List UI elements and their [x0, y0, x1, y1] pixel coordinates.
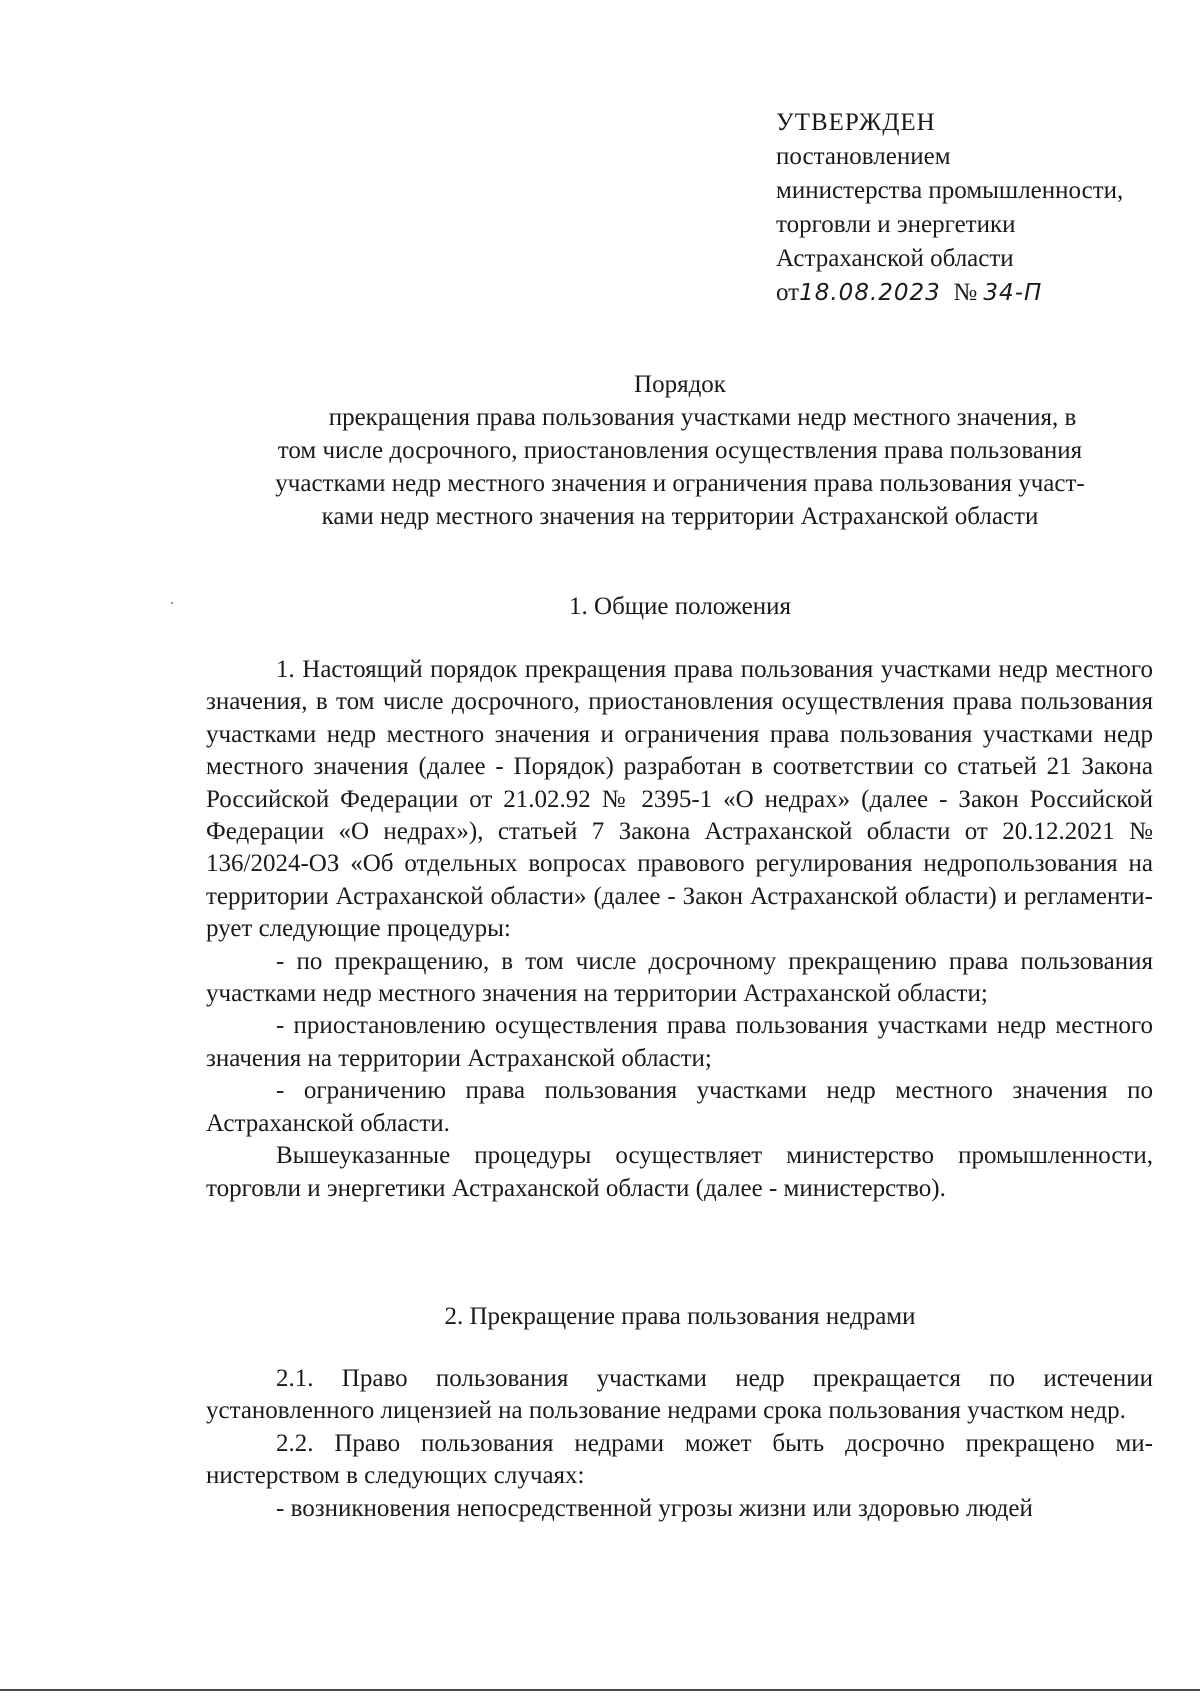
handwritten-date: 18.08.2023 [799, 280, 941, 306]
number-prefix: № [953, 279, 978, 306]
paragraph: - ограничению права пользования участками недр местного значения по Астраханской области. [206, 1077, 1153, 1137]
handwritten-number: 34-П [983, 280, 1043, 306]
scan-speck [171, 602, 173, 604]
paragraph: - по прекращению, в том числе досрочному прекращению права пользования участками недр местного значения на территории Астраханской области; [206, 947, 1153, 1008]
paragraph: - приостановлению осуществления права пользования участками недр местного значения на территории Астраханской области; [206, 1012, 1153, 1072]
approval-line-ministry: министерства промышленности, [776, 177, 1124, 204]
paragraph: 2.1. Право пользования участками недр прекращается по истечении установленного лицензией на пользование недрами срока пользования участком недр. [206, 1365, 1153, 1425]
approval-line-region: Астраханской области [776, 245, 1014, 272]
approval-line-resolution: постановлением [776, 143, 951, 170]
paragraph: 1. Настоящий порядок прекращения права пользования участками недр местного значения, в том числе досрочного, приостановления осуществления права пользования участками недр местного значения и ограничения права пользования участками недр местного значения (далее - Порядок) разработан в соответствии со статьей 21 Закона Российской Федерации от 21.02.92 № 2395-1 «О недрах» (далее - Закон Российской Федерации «О недрах»), статьей 7 Закона Астраханской области от 20.12.2021 № 136/2024-ОЗ «Об отдельных вопросах правового регулирования недропользования на территории Астраханской области» (далее - Закон Астраханской области) и регламентирует следующие процедуры: [206, 656, 1153, 943]
section-2-heading: 2. Прекращение права пользования недрами [444, 1303, 916, 1330]
document-title-line: участками недр местного значения и ограничения права пользования участ- [275, 470, 1085, 497]
date-prefix: от [776, 279, 800, 306]
scan-bottom-edge [0, 1689, 1200, 1691]
approval-line-trade: торговли и энергетики [776, 211, 1016, 238]
approval-stamp-block [776, 106, 1123, 310]
paragraph: 2.2. Право пользования недрами может быть досрочно прекращено министерством в следующих случаях: [206, 1429, 1153, 1490]
paragraph: Вышеуказанные процедуры осуществляет министерство промышленности, торговли и энергетики Астраханской области (далее - министерство). [206, 1142, 1153, 1202]
section-1-heading: 1. Общие положения [569, 593, 791, 620]
document-title-heading: Порядок [634, 371, 726, 398]
document-title [200, 368, 1160, 533]
section-2-body [206, 1363, 1153, 1525]
section-1-body [206, 654, 1153, 1205]
approval-date-line [776, 276, 1123, 310]
approval-title: УТВЕРЖДЕН [776, 109, 936, 136]
paragraph: - возникновения непосредственной угрозы жизни или здоровью людей [276, 1494, 1033, 1522]
document-title-line: том числе досрочного, приостановления осуществления права пользования [277, 437, 1083, 464]
document-title-line: ками недр местного значения на территории Астраханской области [321, 503, 1039, 530]
document-title-line: прекращения права пользования участками недр местного значения, в [328, 404, 1077, 431]
